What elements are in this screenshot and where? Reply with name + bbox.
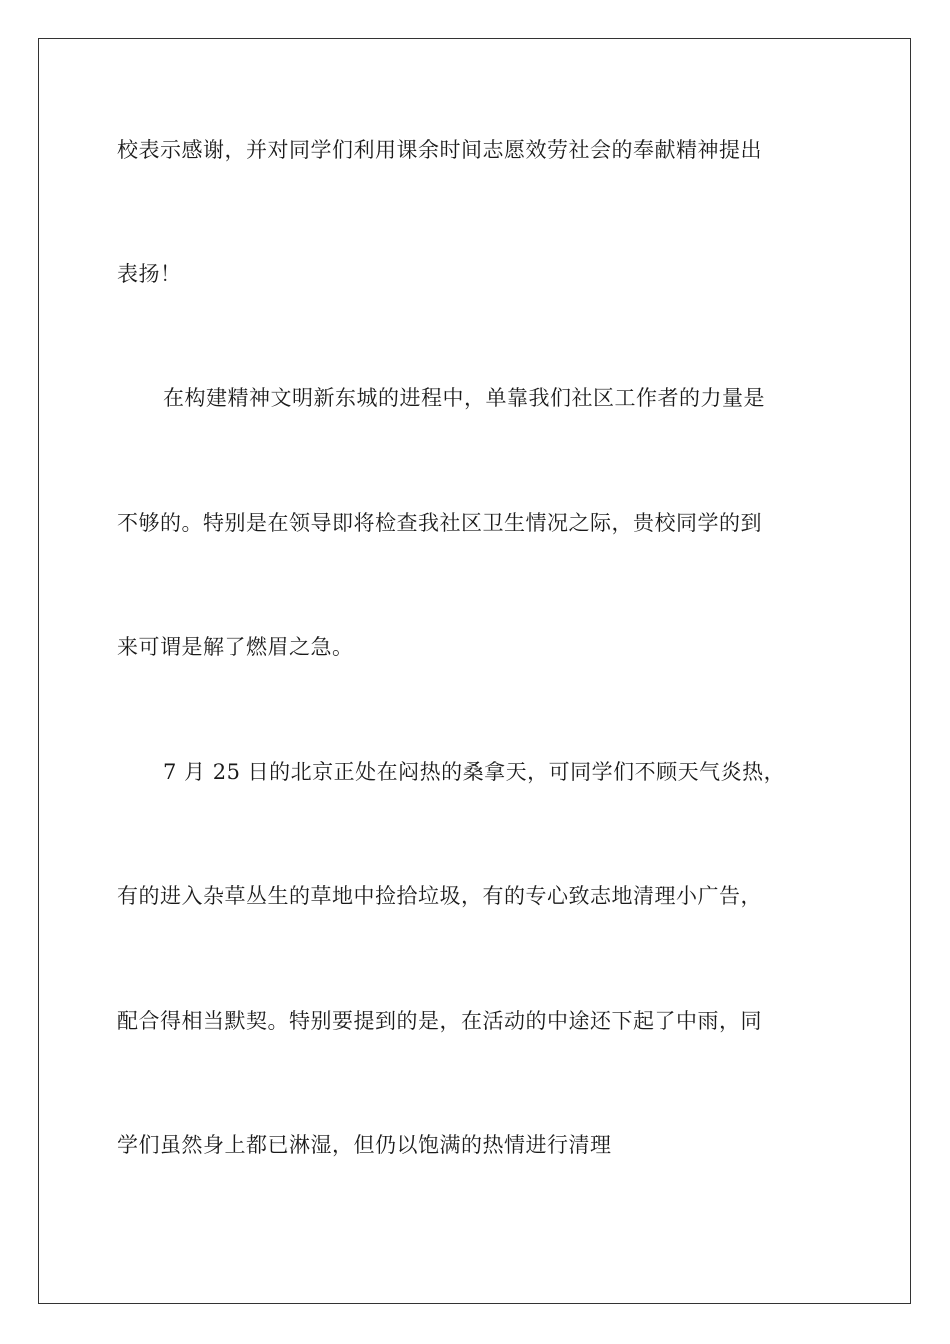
page-border	[38, 38, 911, 1304]
paragraph-line-3: 在构建精神文明新东城的进程中，单靠我们社区工作者的力量是	[163, 386, 765, 410]
paragraph-line-2: 表扬！	[117, 262, 182, 286]
paragraph-line-6: 7 月 25 日的北京正处在闷热的桑拿天，可同学们不顾天气炎热，	[163, 760, 786, 784]
paragraph-line-1: 校表示感谢，并对同学们利用课余时间志愿效劳社会的奉献精神提出	[117, 138, 762, 162]
paragraph-line-9: 学们虽然身上都已淋湿，但仍以饱满的热情进行清理	[117, 1133, 612, 1157]
paragraph-line-5: 来可谓是解了燃眉之急。	[117, 635, 354, 659]
paragraph-line-7: 有的进入杂草丛生的草地中捡拾垃圾，有的专心致志地清理小广告，	[117, 884, 762, 908]
paragraph-line-4: 不够的。特别是在领导即将检查我社区卫生情况之际，贵校同学的到	[117, 511, 762, 535]
paragraph-line-8: 配合得相当默契。特别要提到的是，在活动的中途还下起了中雨，同	[117, 1009, 762, 1033]
